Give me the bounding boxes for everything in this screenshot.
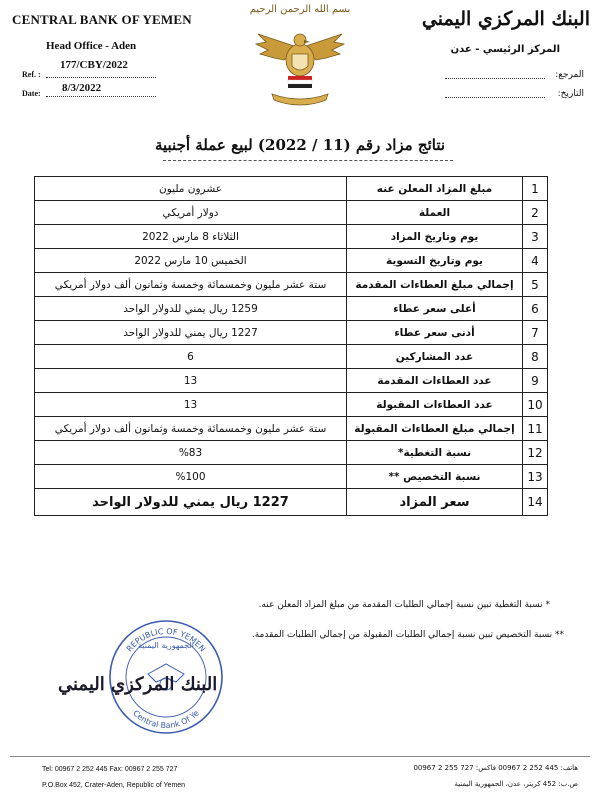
- row-label: يوم وتاريخ التسوية: [347, 249, 523, 273]
- row-number: 11: [523, 417, 548, 441]
- table-row: [35, 441, 548, 465]
- table-row: [35, 225, 548, 249]
- office-name-en: Head Office - Aden: [46, 40, 137, 52]
- row-number: 8: [523, 345, 548, 369]
- ref-label-ar: المرجع:: [555, 70, 584, 80]
- row-label: عدد العطاءات المقدمة: [347, 369, 523, 393]
- row-label: أدنى سعر عطاء: [347, 321, 523, 345]
- signature-text: البنك المركزي اليمني: [58, 674, 218, 695]
- row-label: عدد العطاءات المقبولة: [347, 393, 523, 417]
- row-value: %83: [35, 441, 347, 465]
- bank-name-ar: البنك المركزي اليمني: [421, 8, 590, 30]
- allocation-note: ** نسبة التخصيص تبين نسبة إجمالي الطلبات المقبولة من إجمالي الطلبات المقدمة.: [251, 630, 564, 640]
- row-label: نسبة التغطية*: [347, 441, 523, 465]
- date-label-ar: التاريخ:: [557, 89, 584, 99]
- table-row: [35, 321, 548, 345]
- row-value: 13: [35, 393, 347, 417]
- ref-value: 177/CBY/2022: [60, 59, 128, 71]
- row-number: 9: [523, 369, 548, 393]
- row-value: ستة عشر مليون وخمسمائة وخمسة وثمانون ألف دولار أمريكي: [35, 417, 347, 441]
- row-label: يوم وتاريخ المزاد: [347, 225, 523, 249]
- row-value: 1227 ريال يمني للدولار الواحد: [35, 489, 347, 516]
- office-name-ar: المركز الرئيسي - عدن: [450, 44, 560, 55]
- row-value: %100: [35, 465, 347, 489]
- row-label: العملة: [347, 201, 523, 225]
- ref-dotted-line: [46, 77, 156, 78]
- row-value: دولار أمريكي: [35, 201, 347, 225]
- row-value: الخميس 10 مارس 2022: [35, 249, 347, 273]
- row-label: نسبة التخصيص **: [347, 465, 523, 489]
- footer-contact-en: Tel: 00967 2 252 445 Fax: 00967 2 255 727: [42, 766, 178, 773]
- table-row: [35, 249, 548, 273]
- table-row: [35, 273, 548, 297]
- row-value: ستة عشر مليون وخمسمائة وخمسة وثمانون ألف دولار أمريكي: [35, 273, 347, 297]
- footer-address-ar: ص.ب: 452 كريتر، عدن، الجمهورية اليمنية: [454, 780, 578, 788]
- table-row: [35, 489, 548, 516]
- row-label: سعر المزاد: [347, 489, 523, 516]
- row-number: 12: [523, 441, 548, 465]
- footer-address-en: P.O.Box 452, Crater-Aden, Republic of Yemen: [42, 782, 186, 789]
- stamp-top-en: REPUBLIC OF YEMEN: [124, 626, 208, 654]
- document-title: نتائج مزاد رقم (11 / 2022) لبيع عملة أجنبية: [154, 136, 446, 154]
- table-row: [35, 417, 548, 441]
- row-label: إجمالي مبلغ العطاءات المقبولة: [347, 417, 523, 441]
- row-number: 2: [523, 201, 548, 225]
- footer-divider: [10, 756, 590, 757]
- row-number: 4: [523, 249, 548, 273]
- row-value: عشرون مليون: [35, 177, 347, 201]
- row-label: إجمالي مبلغ العطاءات المقدمة: [347, 273, 523, 297]
- table-row: [35, 345, 548, 369]
- stamp-bottom-en: Central Bank Of Ye: [131, 708, 201, 731]
- date-value: 8/3/2022: [62, 82, 102, 94]
- row-label: عدد المشاركين: [347, 345, 523, 369]
- row-value: 6: [35, 345, 347, 369]
- stamp-top-ar: الجمهورية اليمنية: [137, 641, 195, 650]
- table-row: [35, 177, 548, 201]
- table-row: [35, 297, 548, 321]
- row-label: مبلغ المزاد المعلن عنه: [347, 177, 523, 201]
- table-row: [35, 201, 548, 225]
- row-number: 1: [523, 177, 548, 201]
- row-number: 10: [523, 393, 548, 417]
- row-value: 1227 ريال يمني للدولار الواحد: [35, 321, 347, 345]
- basmala-calligraphy: بسم الله الرحمن الرحيم: [249, 4, 351, 15]
- table-row: [35, 465, 548, 489]
- row-number: 13: [523, 465, 548, 489]
- ref-label: Ref. :: [22, 70, 41, 79]
- row-label: أعلى سعر عطاء: [347, 297, 523, 321]
- title-underline: [163, 160, 453, 161]
- row-number: 14: [523, 489, 548, 516]
- row-value: 1259 ريال يمني للدولار الواحد: [35, 297, 347, 321]
- row-value: الثلاثاء 8 مارس 2022: [35, 225, 347, 249]
- row-value: 13: [35, 369, 347, 393]
- auction-results-table: [34, 176, 548, 516]
- bank-name-en: CENTRAL BANK OF YEMEN: [12, 12, 192, 27]
- date-dotted-line: [46, 96, 156, 97]
- ref-ar-dotted-line: [445, 78, 545, 79]
- row-number: 5: [523, 273, 548, 297]
- row-number: 3: [523, 225, 548, 249]
- date-label: Date:: [22, 89, 41, 98]
- table-row: [35, 369, 548, 393]
- footer-contact-ar: هاتف: 445 252 2 00967 فاكس: 727 255 2 00967: [413, 764, 578, 772]
- row-number: 7: [523, 321, 548, 345]
- table-row: [35, 393, 548, 417]
- coverage-note: * نسبة التغطية تبين نسبة إجمالي الطلبات المقدمة من مبلغ المزاد المعلن عنه.: [258, 600, 550, 610]
- row-number: 6: [523, 297, 548, 321]
- date-ar-dotted-line: [445, 97, 545, 98]
- yemen-eagle-emblem-icon: [250, 20, 350, 108]
